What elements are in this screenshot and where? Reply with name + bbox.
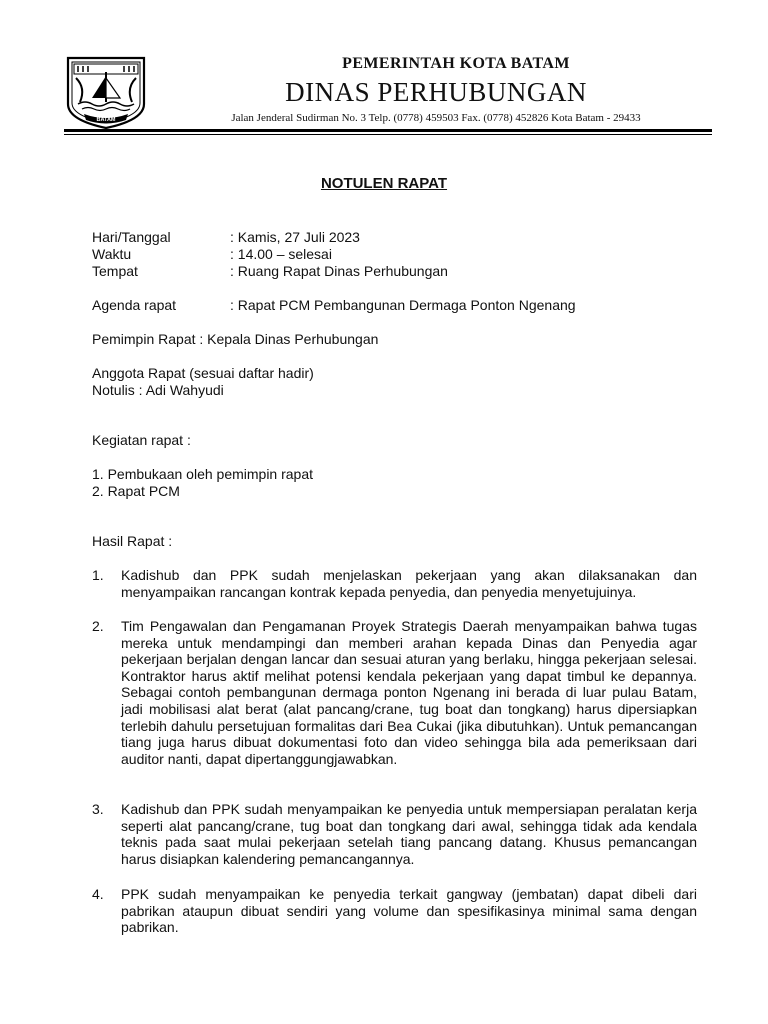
result-number: 3. bbox=[92, 801, 104, 817]
meeting-leader: Pemimpin Rapat : Kepala Dinas Perhubungan bbox=[92, 331, 379, 347]
document-title: NOTULEN RAPAT bbox=[320, 175, 448, 192]
result-text: Kadishub dan PPK sudah menyampaikan ke penyedia untuk mempersiapan peralatan kerja seperti alat pancang/crane, tug boat dan tongkang dari awal, sehingga tidak ada kendala teknis pada saat mulai pekerjaan setelah tiang pancang datang. Khusus pemancangan harus disiapkan kalendering pemancangannya. bbox=[121, 801, 697, 867]
letterhead-address: Jalan Jenderal Sudirman No. 3 Telp. (0778) 459503 Fax. (0778) 452826 Kota Batam - 29433 bbox=[231, 112, 641, 124]
letterhead-divider-thick bbox=[64, 129, 712, 132]
letterhead-divider-thin bbox=[64, 134, 712, 135]
svg-text:BATAM: BATAM bbox=[96, 117, 116, 123]
result-number: 2. bbox=[92, 618, 104, 634]
result-text: PPK sudah menyampaikan ke penyedia terkait gangway (jembatan) dapat dibeli dari pabrikan ataupun dibuat sendiri yang volume dan spesifikasinya minimal sama dengan pabrikan. bbox=[121, 886, 697, 936]
time-label: Waktu bbox=[92, 246, 132, 262]
day-date-label: Hari/Tanggal bbox=[92, 229, 171, 245]
place-value: : Ruang Rapat Dinas Perhubungan bbox=[230, 263, 448, 279]
agenda-label: Agenda rapat bbox=[92, 297, 177, 313]
batam-emblem-icon bbox=[64, 54, 148, 130]
activity-item: 2. Rapat PCM bbox=[92, 483, 180, 499]
agenda-value: : Rapat PCM Pembangunan Dermaga Ponton Ngenang bbox=[230, 297, 576, 313]
result-text: Tim Pengawalan dan Pengamanan Proyek Strategis Daerah menyampaikan bahwa tugas mereka untuk mendampingi dan memberi arahan kepada Dinas dan Penyedia agar pekerjaan berjalan dengan lancar dan sesuai aturan yang berlaku, hingga pekerjaan selesai. Kontraktor harus aktif melihat potensi kendala pekerjaan yang dapat timbul ke depannya. Sebagai contoh pembangunan dermaga ponton Ngenang ini berada di luar pulau Batam, jadi mobilisasi alat berat (alat pancang/crane, tug boat dan tongkang) harus dipersiapkan terlebih dahulu persetujuan formalitas dari Bea Cukai (jika dibutuhkan). Untuk pemancangan tiang juga harus dibuat dokumentasi foto dan video sehingga bila ada pemeriksaan dari auditor nanti, dapat dipertanggungjawabkan. bbox=[121, 618, 697, 767]
meeting-members: Anggota Rapat (sesuai daftar hadir) bbox=[92, 365, 314, 381]
activities-heading: Kegiatan rapat : bbox=[92, 432, 191, 448]
result-number: 1. bbox=[92, 567, 104, 583]
result-text: Kadishub dan PPK sudah menjelaskan pekerjaan yang akan dilaksanakan dan menyampaikan rancangan kontrak kepada penyedia, dan penyedia menyetujuinya. bbox=[121, 567, 697, 600]
time-value: : 14.00 – selesai bbox=[230, 246, 332, 262]
activity-item: 1. Pembukaan oleh pemimpin rapat bbox=[92, 466, 314, 482]
result-number: 4. bbox=[92, 886, 104, 902]
place-label: Tempat bbox=[92, 263, 138, 279]
letterhead-department: DINAS PERHUBUNGAN bbox=[285, 77, 587, 107]
day-date-value: : Kamis, 27 Juli 2023 bbox=[230, 229, 360, 245]
meeting-notulis: Notulis : Adi Wahyudi bbox=[92, 382, 224, 398]
letterhead-government: PEMERINTAH KOTA BATAM bbox=[342, 55, 570, 72]
results-heading: Hasil Rapat : bbox=[92, 533, 173, 549]
